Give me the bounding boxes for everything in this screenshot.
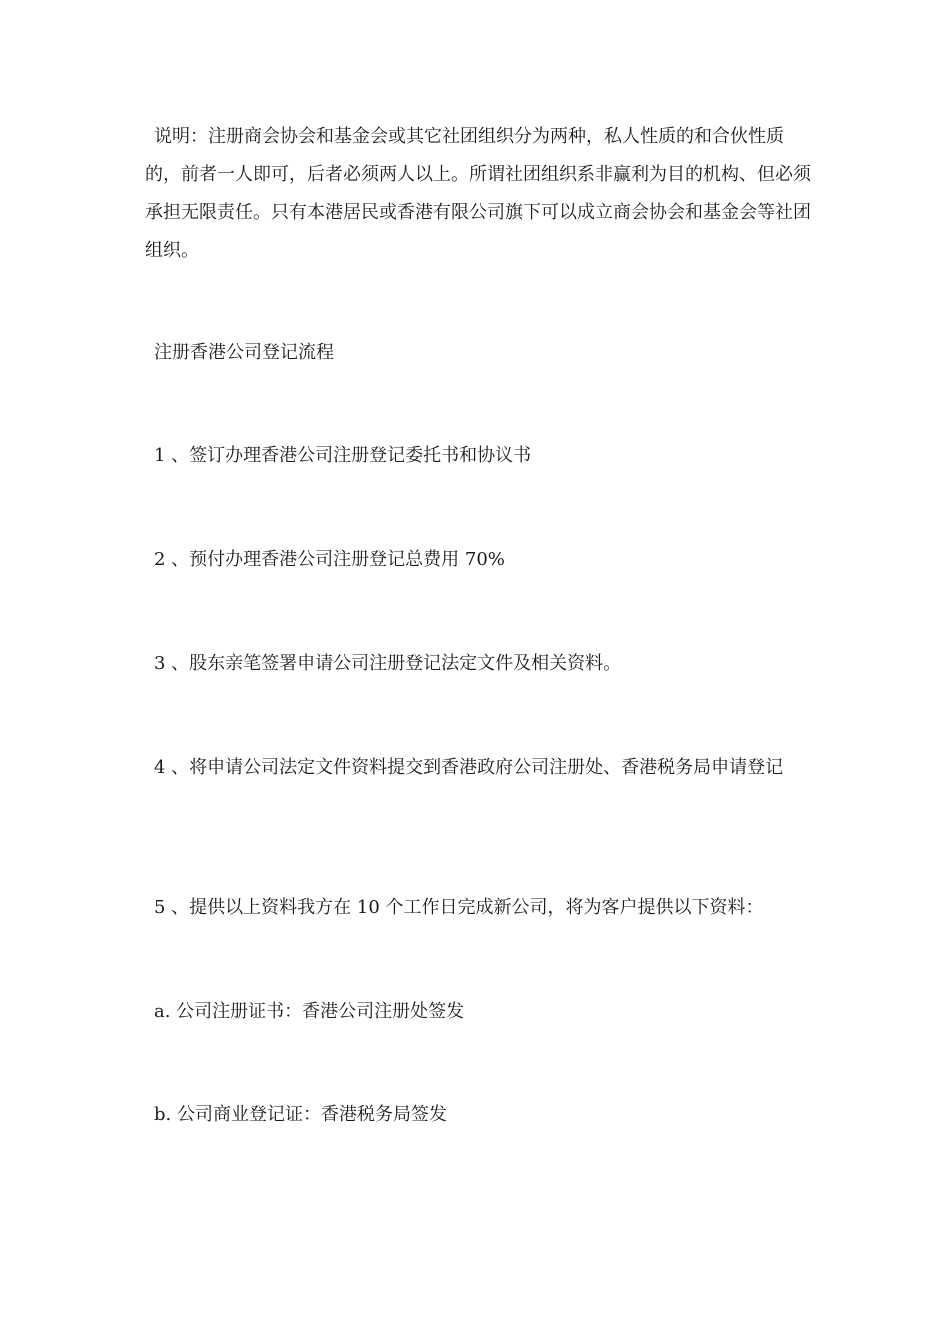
step-3: 3 、股东亲笔签署申请公司注册登记法定文件及相关资料。 bbox=[154, 653, 622, 674]
step-4: 4 、将申请公司法定文件资料提交到香港政府公司注册处、香港税务局申请登记 bbox=[154, 757, 784, 778]
intro-paragraph: 说明：注册商会协会和基金会或其它社团组织分为两种，私人性质的和合伙性质的，前者一人即可，后者必须两人以上。所谓社团组织系非赢利为目的机构、但必须承担无限责任。只有本港居民或香港有限公司旗下可以成立商会协会和基金会等社团组织。 bbox=[145, 126, 811, 261]
section-heading: 注册香港公司登记流程 bbox=[154, 342, 334, 363]
sub-item-b: b. 公司商业登记证：香港税务局签发 bbox=[154, 1104, 447, 1125]
sub-item-a: a. 公司注册证书：香港公司注册处签发 bbox=[154, 1001, 465, 1022]
step-5: 5 、提供以上资料我方在 10 个工作日完成新公司，将为客户提供以下资料： bbox=[154, 897, 764, 918]
step-2: 2 、预付办理香港公司注册登记总费用 70% bbox=[154, 549, 505, 570]
step-1: 1 、签订办理香港公司注册登记委托书和协议书 bbox=[154, 445, 532, 466]
